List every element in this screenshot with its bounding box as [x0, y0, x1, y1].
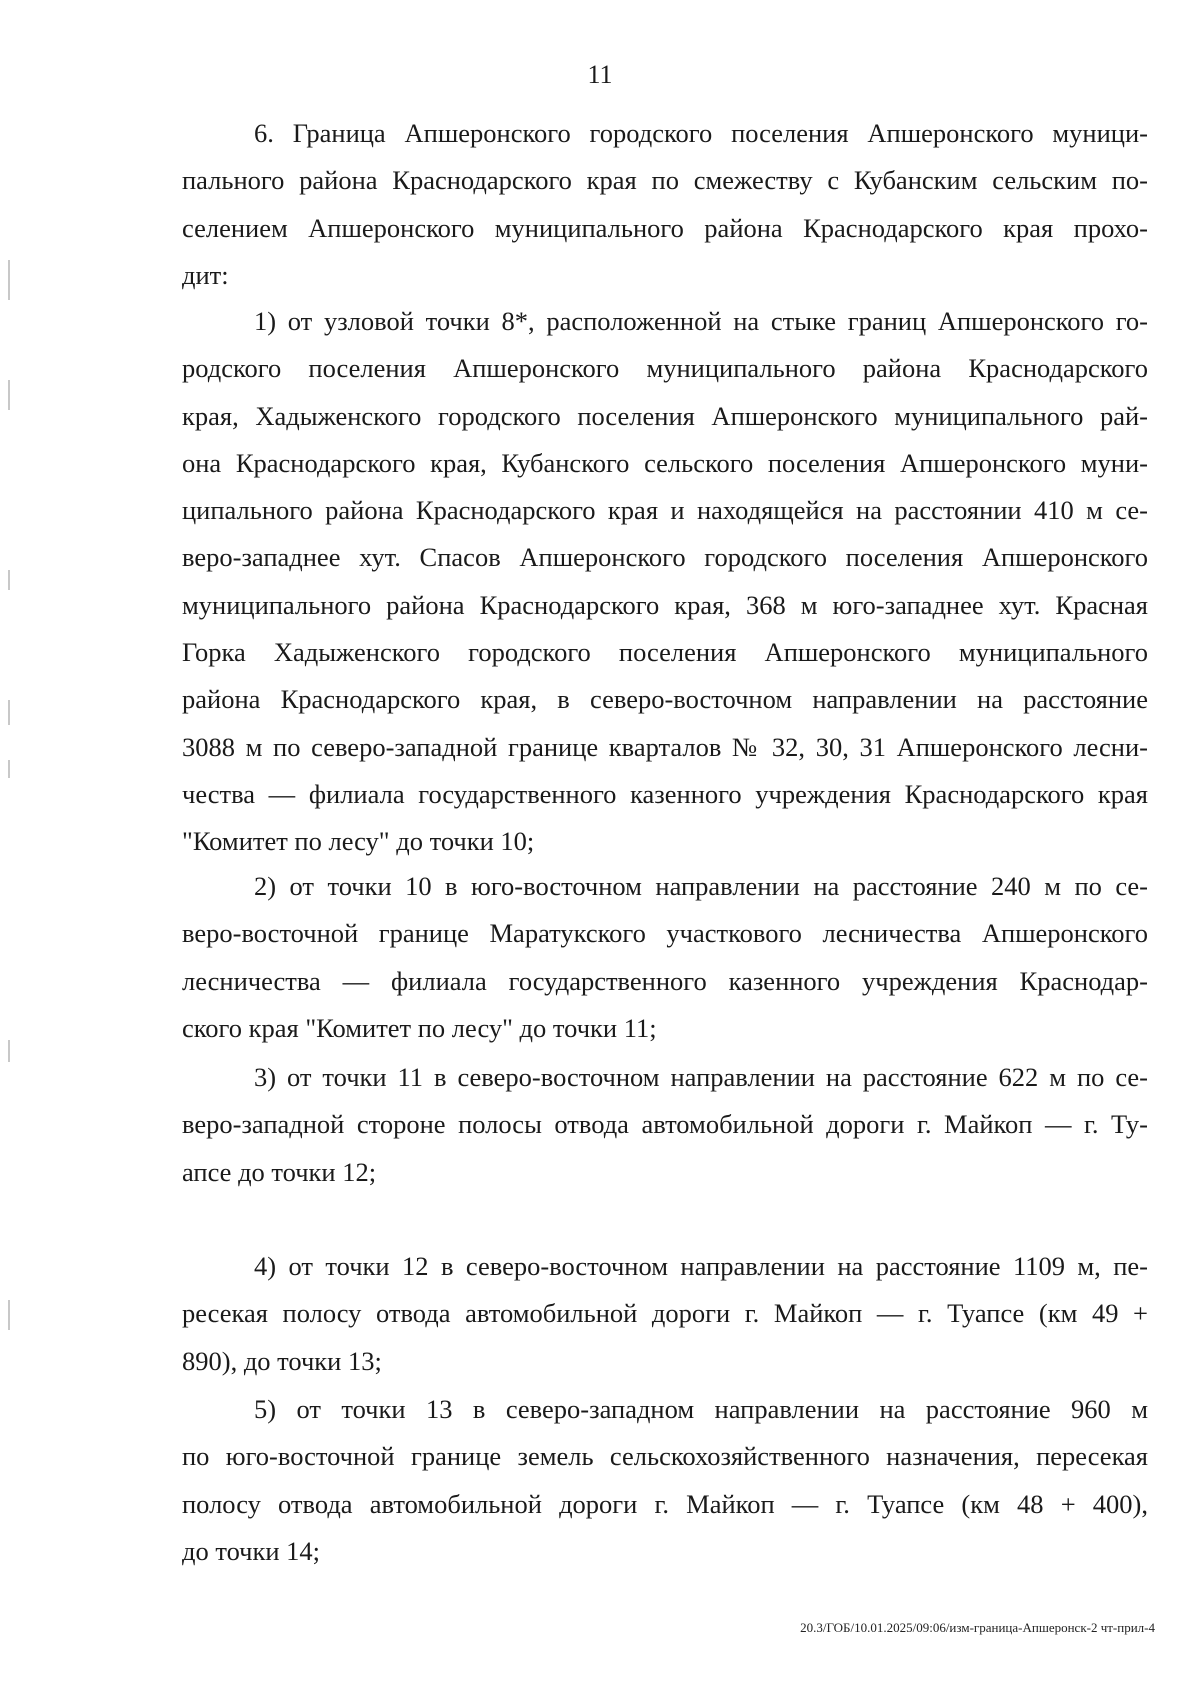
text-line: селением Апшеронского муниципального района Краснодарского края прохо-	[182, 212, 1148, 243]
footer-document-reference: 20.3/ГОБ/10.01.2025/09:06/изм-граница-Апшеронск-2 чт-прил-4	[800, 1620, 1155, 1635]
text-line: пального района Краснодарского края по смежеству с Кубанским сельским по-	[182, 165, 1148, 196]
text-line: по юго-восточной границе земель сельскохозяйственного назначения, пересекая	[182, 1441, 1148, 1472]
list-item-2	[182, 863, 1148, 1052]
text-line: края, Хадыженского городского поселения Апшеронского муниципального рай-	[182, 400, 1148, 431]
text-line: 3) от точки 11 в северо-восточном направлении на расстояние 622 м по се-	[254, 1062, 1148, 1092]
text-line: ресекая полосу отвода автомобильной дороги г. Майкоп — г. Туапсе (км 49 +	[182, 1298, 1148, 1329]
text-line: Горка Хадыженского городского поселения Апшеронского муниципального	[182, 637, 1148, 668]
text-line: 2) от точки 10 в юго-восточном направлении на расстояние 240 м по се-	[254, 871, 1148, 901]
text-line: родского поселения Апшеронского муниципального района Краснодарского	[182, 353, 1148, 384]
list-item-4	[182, 1243, 1148, 1385]
text-line: дит:	[182, 259, 229, 290]
text-line: "Комитет по лесу" до точки 10;	[182, 826, 535, 857]
text-line: чества — филиала государственного казенного учреждения Краснодарского края	[182, 778, 1148, 809]
text-line: она Краснодарского края, Кубанского сельского поселения Апшеронского муни-	[182, 447, 1148, 478]
text-line: ципального района Краснодарского края и находящейся на расстоянии 410 м се-	[182, 495, 1148, 526]
text-line: 6. Граница Апшеронского городского поселения Апшеронского муници-	[254, 118, 1148, 148]
text-line: лесничества — филиала государственного казенного учреждения Краснодар-	[182, 965, 1148, 996]
text-line: района Краснодарского края, в северо-восточном направлении на расстояние	[182, 684, 1148, 715]
text-line: 5) от точки 13 в северо-западном направлении на расстояние 960 м	[254, 1394, 1148, 1424]
text-line: муниципального района Краснодарского края, 368 м юго-западнее хут. Красная	[182, 589, 1148, 620]
page-number: 11	[587, 60, 613, 89]
text-line: 1) от узловой точки 8*, расположенной на стыке границ Апшеронского го-	[254, 306, 1148, 336]
text-line: веро-западнее хут. Спасов Апшеронского городского поселения Апшеронского	[182, 542, 1148, 573]
text-line: 4) от точки 12 в северо-восточном направлении на расстояние 1109 м, пе-	[254, 1251, 1148, 1281]
text-line: апсе до точки 12;	[182, 1156, 377, 1187]
text-line: веро-восточной границе Маратукского участкового лесничества Апшеронского	[182, 918, 1148, 949]
text-line: 890), до точки 13;	[182, 1345, 382, 1376]
paragraph-6	[182, 110, 1148, 299]
text-line: 3088 м по северо-западной границе кварталов № 32, 30, 31 Апшеронского лесни-	[182, 731, 1148, 762]
list-item-3	[182, 1054, 1148, 1196]
text-line: веро-западной стороне полосы отвода автомобильной дороги г. Майкоп — г. Ту-	[182, 1109, 1148, 1140]
text-line: полосу отвода автомобильной дороги г. Майкоп — г. Туапсе (км 48 + 400),	[182, 1488, 1148, 1519]
text-line: ского края "Комитет по лесу" до точки 11;	[182, 1012, 657, 1043]
scan-margin-marks	[4, 240, 14, 1500]
list-item-1	[182, 298, 1148, 866]
list-item-5	[182, 1386, 1148, 1575]
text-line: до точки 14;	[182, 1535, 321, 1566]
